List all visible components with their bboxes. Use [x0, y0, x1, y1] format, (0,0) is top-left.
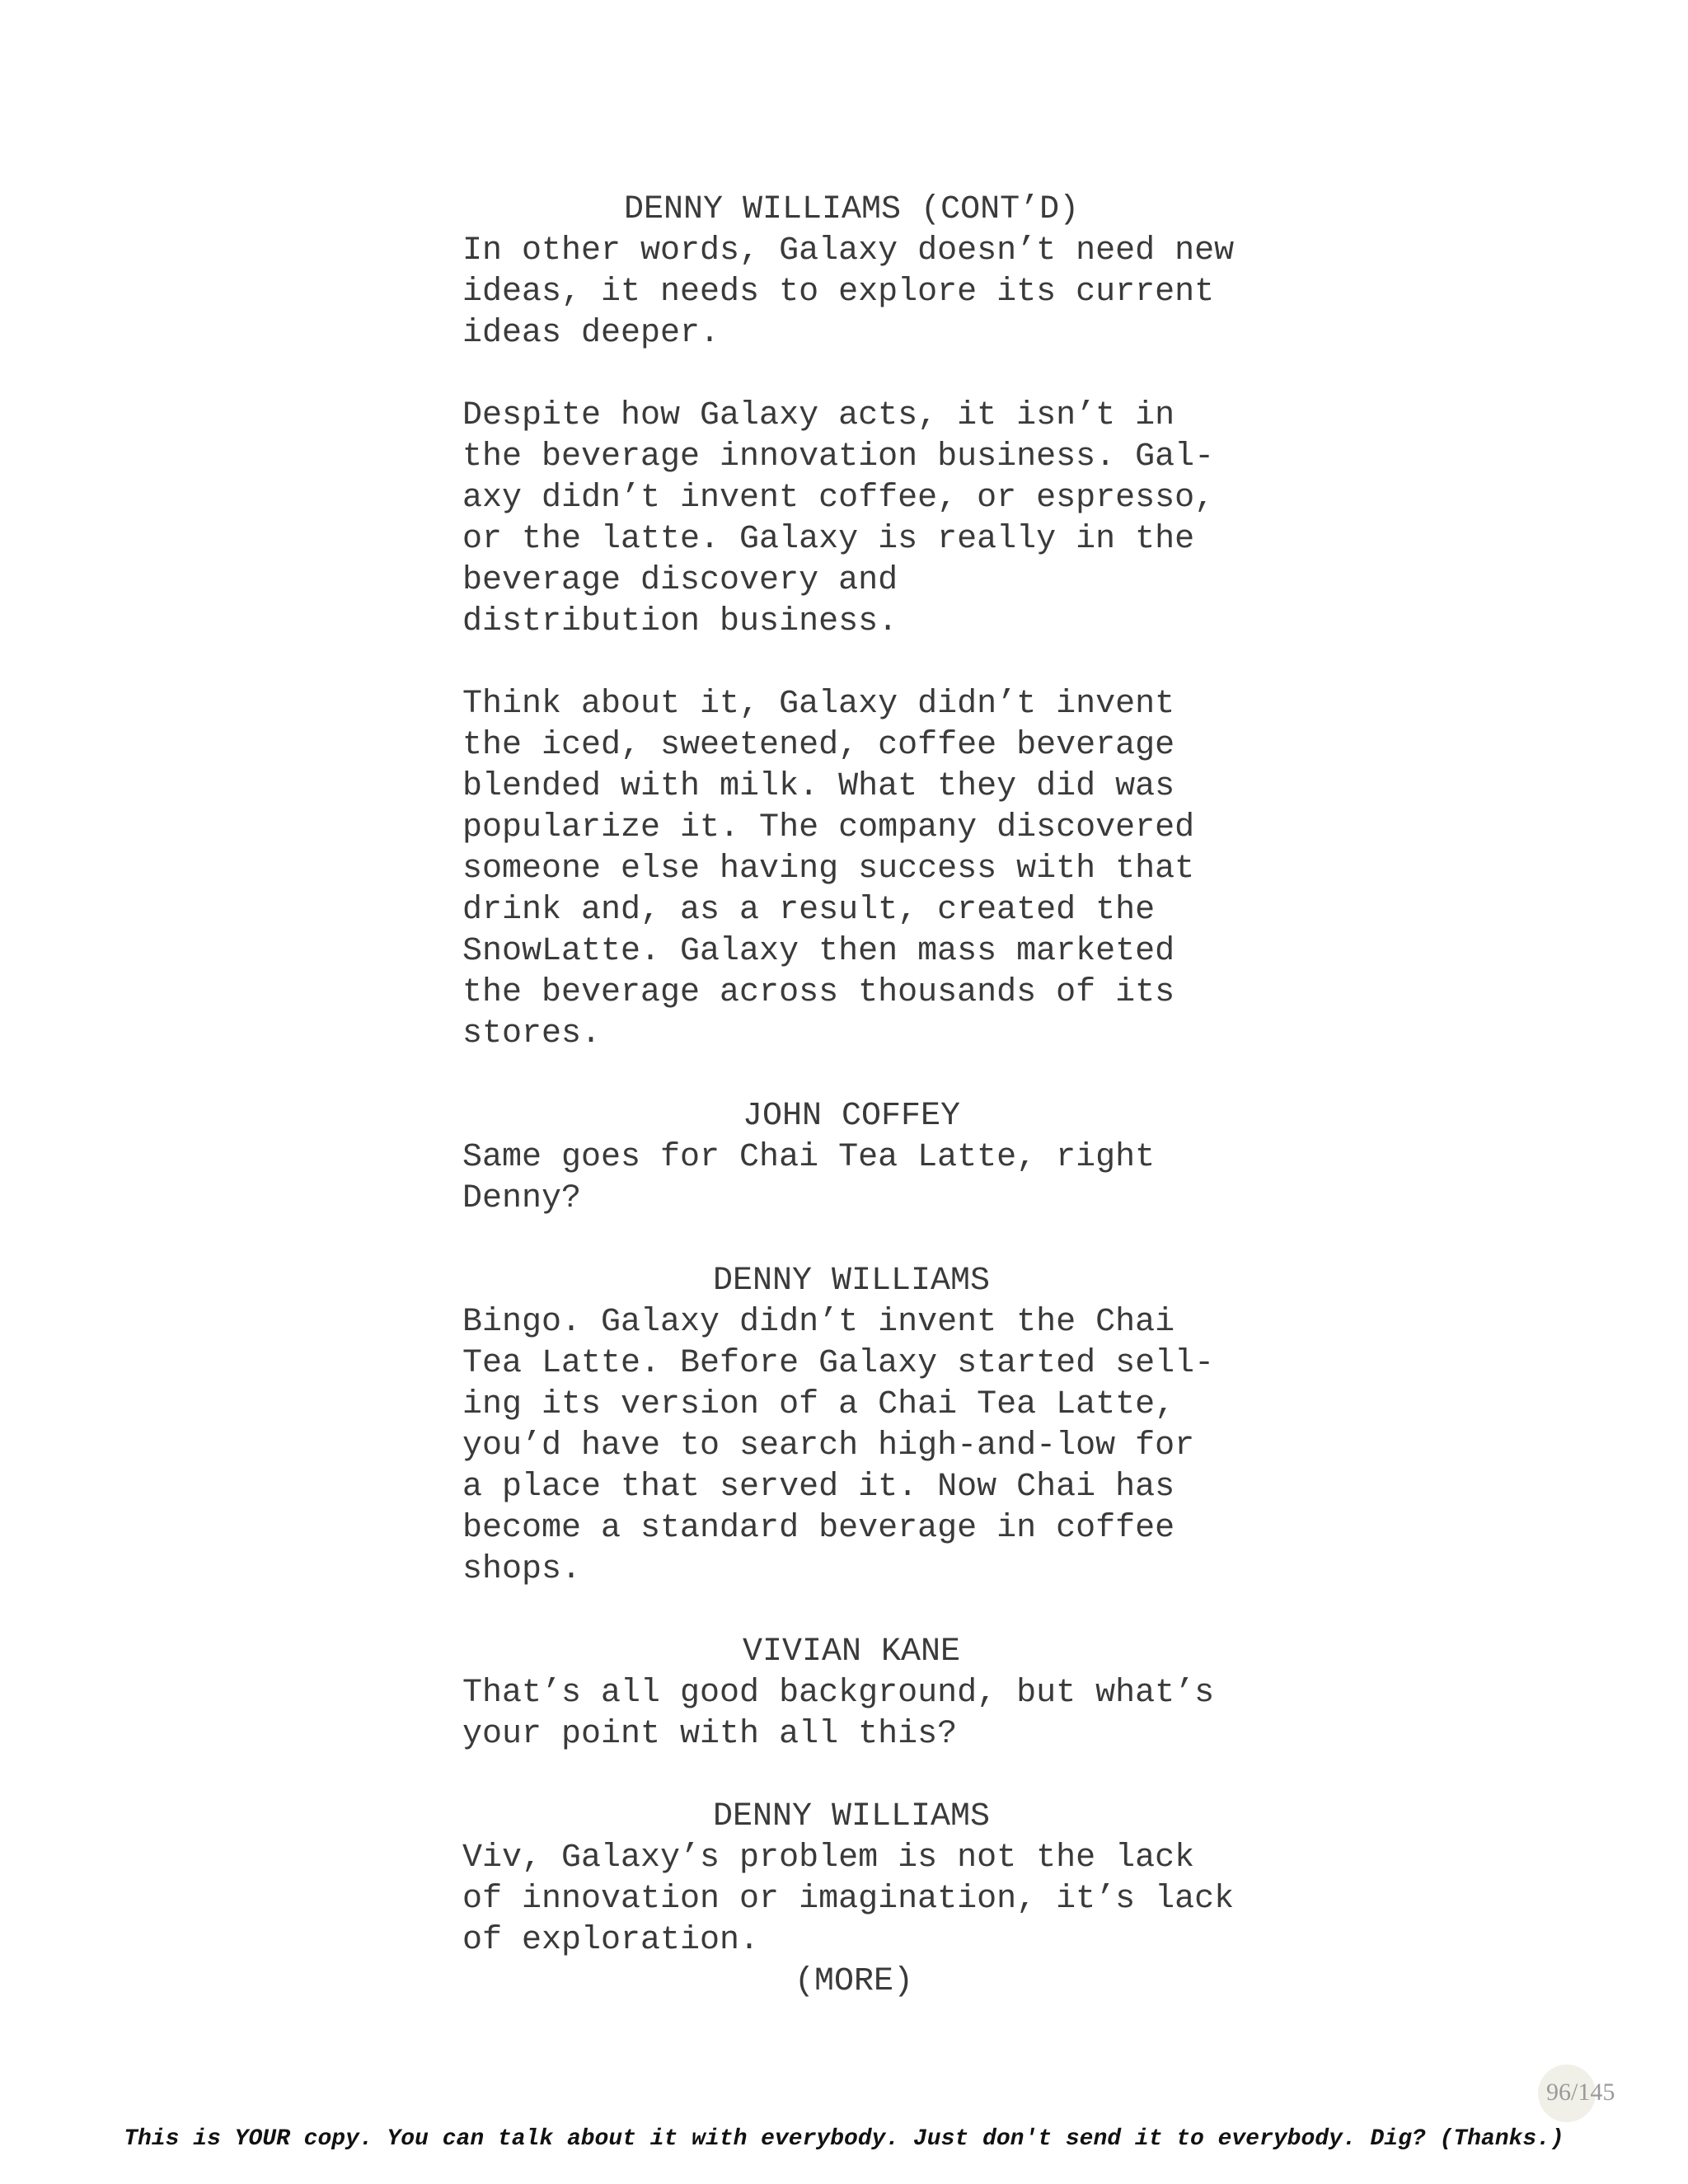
- character-cue: DENNY WILLIAMS (CONT’D): [624, 191, 1080, 228]
- dialogue-line: Viv, Galaxy’s problem is not the lack: [462, 1840, 1195, 1877]
- character-cue: DENNY WILLIAMS: [713, 1263, 991, 1300]
- dialogue-line: Bingo. Galaxy didn’t invent the Chai: [462, 1304, 1175, 1341]
- dialogue-line: or the latte. Galaxy is really in the: [462, 521, 1195, 558]
- character-cue: JOHN COFFEY: [743, 1098, 961, 1135]
- dialogue-line: drink and, as a result, created the: [462, 892, 1156, 929]
- dialogue-line: Same goes for Chai Tea Latte, right: [462, 1139, 1156, 1176]
- dialogue-line: become a standard beverage in coffee: [462, 1510, 1175, 1547]
- dialogue-line: Despite how Galaxy acts, it isn’t in: [462, 397, 1175, 434]
- dialogue-line: blended with milk. What they did was: [462, 768, 1175, 805]
- dialogue-line: ing its version of a Chai Tea Latte,: [462, 1386, 1175, 1423]
- dialogue-line: ideas deeper.: [462, 315, 720, 352]
- dialogue-line: That’s all good background, but what’s: [462, 1675, 1215, 1712]
- dialogue-line: Think about it, Galaxy didn’t invent: [462, 686, 1175, 723]
- dialogue-line: In other words, Galaxy doesn’t need new: [462, 232, 1235, 269]
- dialogue-line: Denny?: [462, 1180, 582, 1217]
- character-cue: VIVIAN KANE: [743, 1633, 961, 1671]
- dialogue-line: shops.: [462, 1551, 582, 1588]
- dialogue-line: your point with all this?: [462, 1716, 958, 1753]
- dialogue-line: ideas, it needs to explore its current: [462, 274, 1215, 311]
- dialogue-line: the beverage innovation business. Gal-: [462, 438, 1215, 476]
- dialogue-line: the iced, sweetened, coffee beverage: [462, 727, 1175, 764]
- more-marker: (MORE): [795, 1963, 914, 2000]
- dialogue-line: axy didn’t invent coffee, or espresso,: [462, 480, 1215, 517]
- dialogue-line: of exploration.: [462, 1922, 760, 1959]
- dialogue-line: SnowLatte. Galaxy then mass marketed: [462, 933, 1175, 970]
- footer-notice: This is YOUR copy. You can talk about it with everybody. Just don't send it to everybody. Dig? (Thanks.): [124, 2126, 1564, 2152]
- dialogue-line: Tea Latte. Before Galaxy started sell-: [462, 1345, 1215, 1382]
- dialogue-line: a place that served it. Now Chai has: [462, 1469, 1175, 1506]
- dialogue-line: popularize it. The company discovered: [462, 809, 1195, 846]
- dialogue-line: beverage discovery and: [462, 562, 898, 599]
- dialogue-line: you’d have to search high-and-low for: [462, 1427, 1195, 1465]
- page-number: 96/145: [1546, 2079, 1615, 2106]
- dialogue-line: the beverage across thousands of its: [462, 974, 1175, 1011]
- dialogue-line: someone else having success with that: [462, 851, 1195, 888]
- character-cue: DENNY WILLIAMS: [713, 1798, 991, 1835]
- dialogue-line: stores.: [462, 1015, 602, 1052]
- dialogue-line: of innovation or imagination, it’s lack: [462, 1881, 1235, 1918]
- dialogue-line: distribution business.: [462, 603, 898, 640]
